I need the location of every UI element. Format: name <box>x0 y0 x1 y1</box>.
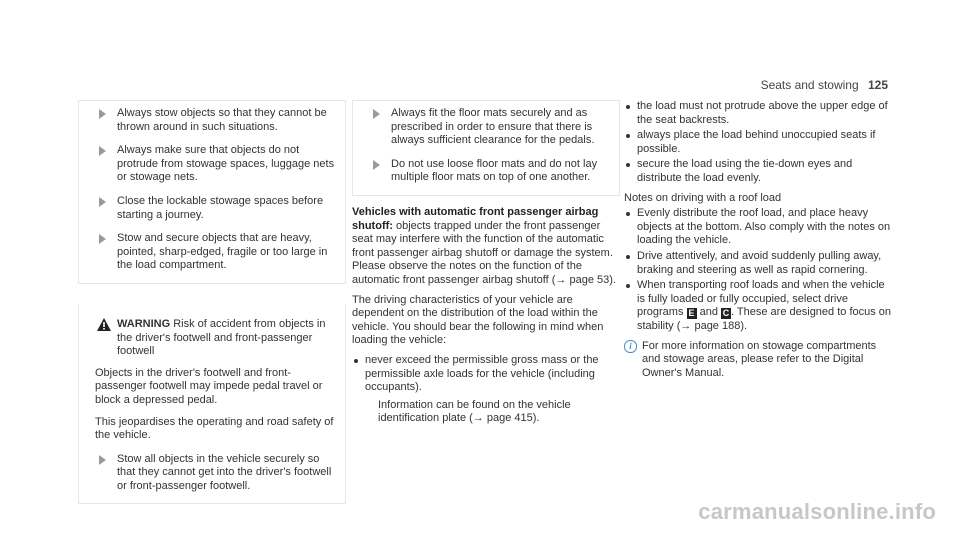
column-left <box>78 100 346 504</box>
warning-triangle-icon <box>97 318 111 331</box>
info-note: i For more information on stowage compartments and stowage areas, please refer to the Digital Owner's Manual. <box>624 340 894 381</box>
list-item: Always stow objects so that they cannot be thrown around in such situations. <box>95 107 335 134</box>
section-title: Seats and stowing <box>760 78 859 92</box>
warning-box <box>78 304 346 505</box>
warning-heading-text: Risk of accident from objects in the driver's footwell and front-passenger footwell <box>117 317 326 358</box>
stowing-notes-box <box>78 100 346 284</box>
list-item: Always fit the floor mats securely and as prescribed in order to ensure that there is always sufficient clearance for the pedals. <box>369 107 609 148</box>
arrow-bullet-icon <box>99 146 106 156</box>
page-number: 125 <box>867 78 888 92</box>
warning-paragraph: This jeopardises the operating and road safety of the vehicle. <box>95 415 334 442</box>
list-item: the load must not protrude above the upper edge of the seat backrests. <box>624 100 894 127</box>
driving-characteristics-paragraph: The driving characteristics of your vehicle are dependent on the distribution of the load within the vehicle. You should bear the following in mind when loading the vehicle: <box>352 293 604 347</box>
list-item: Always make sure that objects do not protrude from stowage spaces, luggage nets or stowage nets. <box>95 144 335 185</box>
column-right <box>624 100 894 380</box>
warning-paragraph: Objects in the driver's footwell and front-passenger footwell may impede pedal travel or block a depressed pedal. <box>95 366 323 406</box>
roof-load-heading: Notes on driving with a roof load <box>624 191 782 204</box>
list-item: Evenly distribute the roof load, and place heavy objects at the bottom. Also comply with the notes on loading the vehicle. <box>624 207 894 248</box>
page-header <box>761 78 888 92</box>
warning-label: WARNING <box>117 317 171 330</box>
list-item: Drive attentively, and avoid suddenly pulling away, braking and steering as well as rapid cornering. <box>624 250 894 277</box>
bullet-subtext: Information can be found on the vehicle identification plate (→ page 415). <box>378 398 571 425</box>
warning-heading <box>95 318 335 359</box>
list-item: Do not use loose floor mats and do not lay multiple floor mats on top of one another. <box>369 158 609 185</box>
list-item: never exceed the permissible gross mass or the permissible axle loads for the vehicle (including occupants). Information can be found on the vehicle identification plate (→ page 415). <box>352 354 620 426</box>
list-item: Close the lockable stowage spaces before starting a journey. <box>95 195 335 222</box>
floor-mats-box <box>352 100 620 196</box>
arrow-bullet-icon <box>99 109 106 119</box>
column-middle <box>352 100 620 428</box>
warning-body <box>95 367 335 494</box>
watermark: carmanualsonline.info <box>698 499 936 524</box>
arrow-bullet-icon <box>99 455 106 465</box>
airbag-subheading: Vehicles with automatic front passenger airbag shutoff: <box>352 205 599 232</box>
airbag-paragraph: Vehicles with automatic front passenger airbag shutoff: objects trapped under the front passenger seat may interfere with the function of the automatic front passenger airbag shutoff or damage the system. Please observe the notes on the function of the automatic front passenger airbag shutoff (→ page 53). <box>352 205 616 286</box>
list-item: secure the load using the tie-down eyes and distribute the load evenly. <box>624 158 894 185</box>
info-icon: i <box>624 340 637 353</box>
arrow-bullet-icon <box>99 234 106 244</box>
drive-program-c-icon: C <box>722 308 730 319</box>
list-item: always place the load behind unoccupied seats if possible. <box>624 129 894 156</box>
warning-action: Stow all objects in the vehicle securely so that they cannot get into the driver's footwell or front-passenger footwell. <box>95 453 335 494</box>
list-item: When transporting roof loads and when the vehicle is fully loaded or fully occupied, select drive programs E and C . These are designed to focus on stability (→ page 188). <box>624 279 894 333</box>
drive-program-e-icon: E <box>688 308 695 319</box>
arrow-bullet-icon <box>373 109 380 119</box>
arrow-bullet-icon <box>373 160 380 170</box>
arrow-bullet-icon <box>99 197 106 207</box>
list-item: Stow and secure objects that are heavy, pointed, sharp-edged, fragile or too large in the load compartment. <box>95 232 335 273</box>
